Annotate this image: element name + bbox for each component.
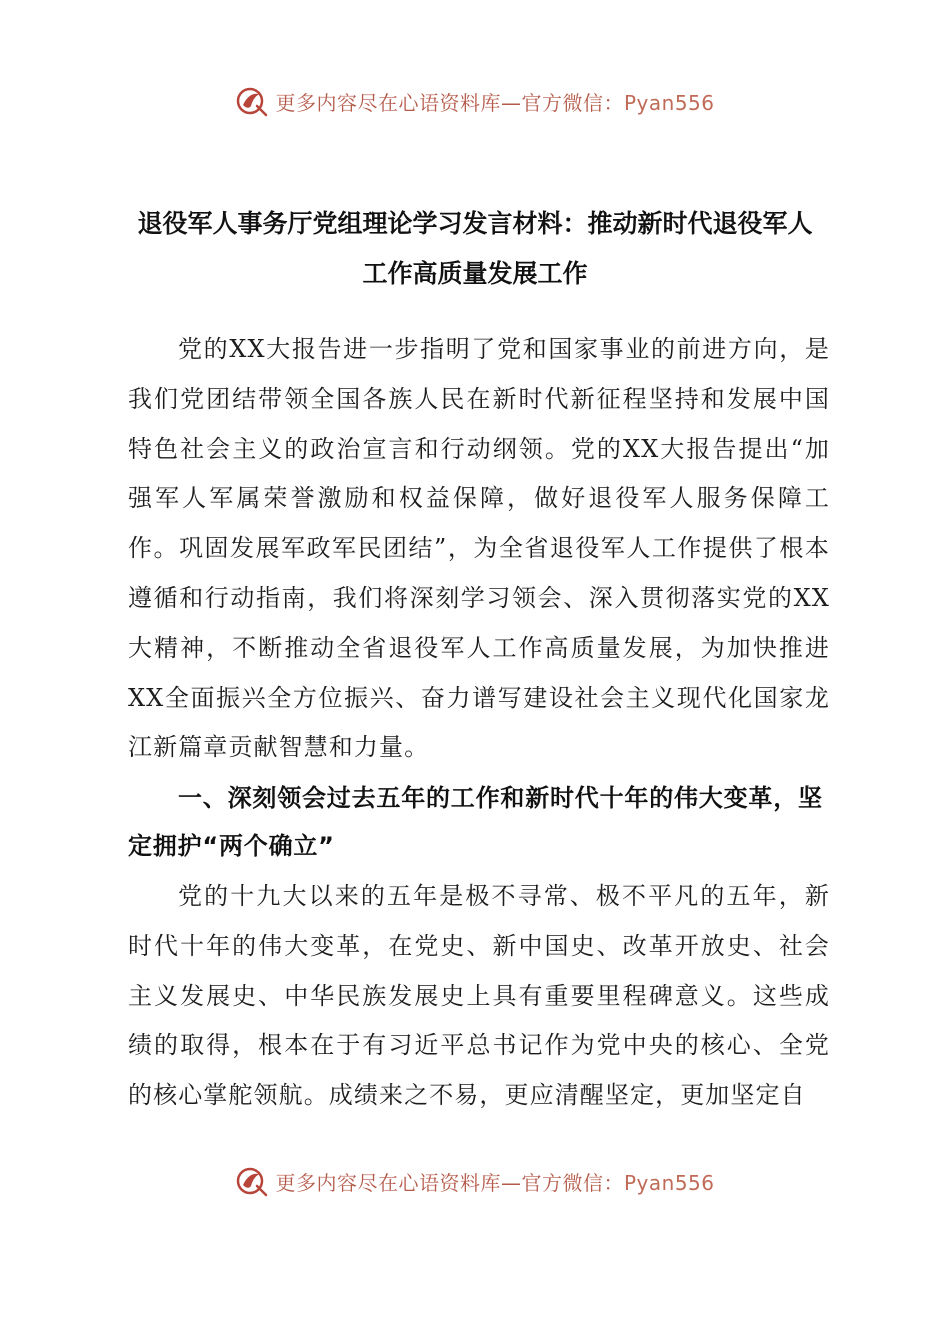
watermark-text: 更多内容尽在心语资料库—官方微信：Pyan556 — [275, 90, 715, 115]
footer-watermark — [0, 1164, 950, 1198]
document-title-line-1: 退役军人事务厅党组理论学习发言材料：推动新时代退役军人 — [137, 209, 813, 238]
body-paragraph-2: 党的十九大以来的五年是极不寻常、极不平凡的五年，新时代十年的伟大变革，在党史、新中国史、改革开放史、社会主义发展史、中华民族发展史上具有重要里程碑意义。这些成绩的取得，根本在于有习近平总书记作为党中央的核心、全党的核心掌舵领航。成绩来之不易，更应清醒坚定，更加坚定自 — [128, 882, 830, 1110]
ink-brush-logo-icon — [235, 84, 269, 118]
watermark-text: 更多内容尽在心语资料库—官方微信：Pyan556 — [275, 1170, 715, 1195]
header-watermark — [0, 84, 950, 118]
document-title-line-2: 工作高质量发展工作 — [362, 259, 588, 288]
section-heading-1: 一、深刻领会过去五年的工作和新时代十年的伟大变革，坚定拥护“两个确立” — [128, 784, 823, 860]
body-paragraph-1: 党的XX大报告进一步指明了党和国家事业的前进方向，是我们党团结带领全国各族人民在新时代新征程坚持和发展中国特色社会主义的政治宣言和行动纲领。党的XX大报告提出“加强军人军属荣誉激励和权益保障，做好退役军人服务保障工作。巩固发展军政军民团结”，为全省退役军人工作提供了根本遵循和行动指南，我们将深刻学习领会、深入贯彻落实党的XX大精神，不断推动全省退役军人工作高质量发展，为加快推进XX全面振兴全方位振兴、奋力谱写建设社会主义现代化国家龙江新篇章贡献智慧和力量。 — [128, 335, 830, 762]
ink-brush-logo-icon — [235, 1164, 269, 1198]
watermark-handle: Pyan556 — [623, 1170, 715, 1195]
watermark-handle: Pyan556 — [623, 90, 715, 115]
